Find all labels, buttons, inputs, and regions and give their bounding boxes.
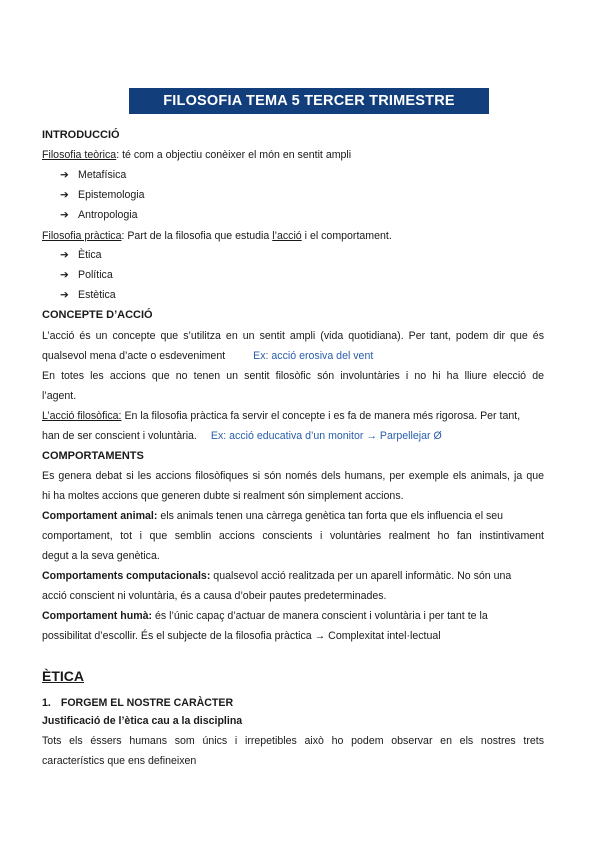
paragraph-line: l’agent. xyxy=(42,390,77,402)
paragraph-text: qualsevol mena d’acte o esdeveniment xyxy=(42,350,226,362)
list-item-label: Antropologia xyxy=(78,209,138,221)
arrow-bullet-icon: ➔ xyxy=(60,169,69,181)
list-item-label: Estètica xyxy=(78,289,116,301)
paragraph-line: possibilitat d’escollir. És el subjecte de la filosofia pràctica → Complexitat intel·lectual xyxy=(42,630,441,642)
arrow-bullet-icon: ➔ xyxy=(60,249,69,261)
action-heading: CONCEPTE D’ACCIÓ xyxy=(42,309,153,321)
theoretical-term: Filosofia teòrica xyxy=(42,149,117,161)
section-number: 1. xyxy=(42,697,51,709)
paragraph-line xyxy=(42,609,544,624)
ethics-heading: ÈTICA xyxy=(42,668,84,684)
list-item-label: Ètica xyxy=(78,249,102,261)
list-item xyxy=(60,188,460,203)
practical-definition xyxy=(42,229,544,244)
behaviours-heading: COMPORTAMENTS xyxy=(42,450,144,462)
paragraph-line: hi ha moltes accions que generen dubte si realment són simplement accions. xyxy=(42,490,404,502)
list-item xyxy=(60,208,460,223)
paragraph-line xyxy=(42,569,544,584)
arrow-bullet-icon: ➔ xyxy=(60,189,69,201)
paragraph-text: qualsevol acció realitzada per un aparell informàtic. No són una xyxy=(210,570,512,582)
example-note: Ex: acció erosiva del vent xyxy=(253,350,374,362)
list-item-label: Metafísica xyxy=(78,169,127,181)
action-term: l’acció xyxy=(272,230,302,242)
paragraph-line: L’acció és un concepte que s’utilitza en un sentit ampli (vida quotidiana). Per tant, podem dir que és xyxy=(42,330,544,342)
paragraph-text: En la filosofia pràctica fa servir el concepte i es fa de manera més rigorosa. Per tant, xyxy=(121,410,521,422)
paragraph-line: Tots els éssers humans som únics i irrepetibles això ho podem observar en els nostres trets xyxy=(42,735,544,747)
intro-heading: INTRODUCCIÓ xyxy=(42,129,120,141)
paragraph-line: acció conscient ni voluntària, és a causa d’obeir pautes predeterminades. xyxy=(42,590,387,602)
paragraph-text: han de ser conscient i voluntària. xyxy=(42,430,197,442)
section-heading xyxy=(42,696,544,711)
example-note: Ex: acció educativa d’un monitor → Parpellejar Ø xyxy=(210,430,442,442)
section-title: FORGEM EL NOSTRE CARÀCTER xyxy=(60,697,234,709)
arrow-bullet-icon: ➔ xyxy=(60,289,69,301)
paragraph-line: degut a la seva genètica. xyxy=(42,550,160,562)
list-item-label: Política xyxy=(78,269,113,281)
paragraph-line: característics que ens defineixen xyxy=(42,755,197,767)
list-item xyxy=(60,168,460,183)
theoretical-definition xyxy=(42,148,544,163)
page-title: FILOSOFIA TEMA 5 TERCER TRIMESTRE xyxy=(129,88,489,114)
paragraph-text: els animals tenen una càrrega genètica tan forta que els influencia el seu xyxy=(157,510,504,522)
list-item xyxy=(60,268,460,283)
arrow-bullet-icon: ➔ xyxy=(60,209,69,221)
philosophical-action-term: L’acció filosòfica: xyxy=(42,410,122,422)
paragraph-line xyxy=(42,349,544,364)
practical-text-end: i el comportament. xyxy=(301,230,392,242)
paragraph-line: Es genera debat si les accions filosòfiques si són només dels humans, per exemple els animals, ja que xyxy=(42,470,544,482)
human-term: Comportament humà: xyxy=(42,610,153,622)
arrow-bullet-icon: ➔ xyxy=(60,269,69,281)
paragraph-line xyxy=(42,429,544,444)
paragraph-line: En totes les accions que no tenen un sentit filosòfic són involuntàries i no hi ha lliure elecció de xyxy=(42,370,544,382)
practical-term: Filosofia pràctica xyxy=(42,230,122,242)
list-item xyxy=(60,248,460,263)
animal-term: Comportament animal: xyxy=(42,510,158,522)
paragraph-line xyxy=(42,509,544,524)
list-item-label: Epistemologia xyxy=(78,189,145,201)
paragraph-text: és l’únic capaç d’actuar de manera conscient i voluntària i per tant te la xyxy=(152,610,488,622)
practical-text: : Part de la filosofia que estudia xyxy=(121,230,273,242)
theoretical-text: : té com a objectiu conèixer el món en sentit ampli xyxy=(116,149,352,161)
paragraph-line: comportament, tot i que semblin accions conscients i voluntàries realment ho fan instintivament xyxy=(42,530,544,542)
list-item xyxy=(60,288,460,303)
subheading: Justificació de l’ètica cau a la disciplina xyxy=(42,715,243,727)
paragraph-line xyxy=(42,409,544,424)
computational-term: Comportaments computacionals: xyxy=(42,570,211,582)
